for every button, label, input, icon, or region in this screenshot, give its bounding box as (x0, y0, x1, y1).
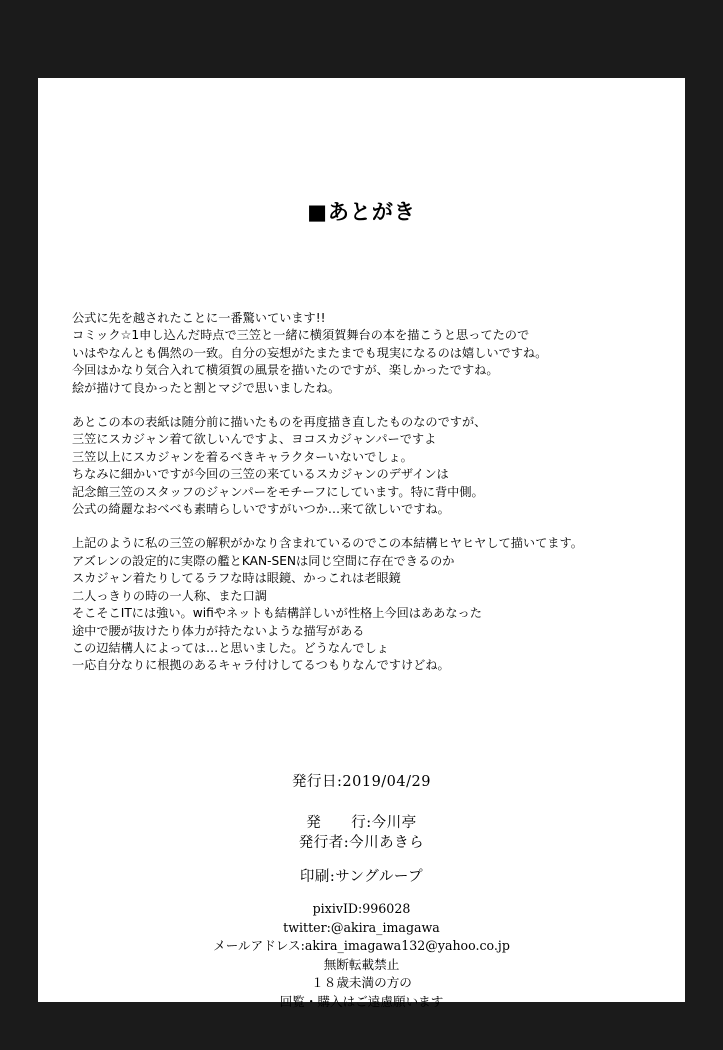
text-line: 二人っきりの時の一人称、また口調 (72, 588, 267, 603)
author-line: 発行者:今川あきら (298, 835, 425, 851)
publish-date: 発行日:2019/04/29 (292, 774, 431, 790)
printer-line: 印刷:サングループ (299, 869, 424, 885)
colophon (38, 770, 685, 886)
text-line: そこそこITには強い。wifiやネットも結構詳しいが性格上今回はああなった (72, 606, 482, 621)
twitter-handle: twitter:@akira_imagawa (283, 919, 440, 935)
text-line: 一応自分なりに根拠のあるキャラ付けしてるつもりなんですけどね。 (72, 658, 450, 673)
paragraph-2 (72, 414, 652, 518)
reprint-notice: 無断転載禁止 (323, 956, 400, 972)
page-title: ■あとがき (307, 200, 416, 224)
text-line: 上記のように私の三笠の解釈がかなり含まれているのでこの本結構ヒヤヒヤして描いてます。 (72, 536, 583, 551)
text-line: アズレンの設定的に実際の艦とKAN-SENは同じ空間に存在できるのか (72, 553, 455, 568)
text-line: あとこの本の表紙は随分前に描いたものを再度描き直したものなのですが、 (72, 415, 487, 430)
paragraph-1 (72, 310, 652, 397)
text-line: 三笠にスカジャン着て欲しいんですよ、ヨコスカジャンパーですよ (72, 432, 437, 447)
text-line: 絵が描けて良かったと割とマジで思いましたね。 (72, 380, 341, 395)
text-line: 途中で腰が抜けたり体力が持たないような描写がある (72, 623, 365, 638)
text-line: スカジャン着たりしてるラフな時は眼鏡、かっこれは老眼鏡 (72, 571, 401, 586)
contact-block (38, 900, 685, 1012)
afterword-body (72, 310, 652, 692)
text-line: いはやなんとも偶然の一致。自分の妄想がたまたまでも現実になるのは嬉しいですね。 (72, 345, 548, 360)
issuer-line: 発 行:今川亭 (306, 815, 417, 831)
paragraph-3 (72, 535, 652, 674)
text-line: 今回はかなり気合入れて横須賀の風景を描いたのですが、楽しかったですね。 (72, 363, 499, 378)
document-page (38, 78, 685, 1009)
text-line: 公式に先を越されたことに一番驚いています!! (72, 311, 326, 325)
text-line: 三笠以上にスカジャンを着るべきキャラクターいないでしょ。 (72, 449, 413, 464)
text-line: 記念館三笠のスタッフのジャンパーをモチーフにしています。特に背中側。 (72, 484, 484, 499)
mail-address: メールアドレス:akira_imagawa132@yahoo.co.jp (213, 938, 510, 954)
text-line: コミック☆1申し込んだ時点で三笠と一緒に横須賀舞台の本を描こうと思ってたので (72, 328, 530, 343)
age-notice-line-2: 回覧・購入はご遠慮願います (279, 993, 444, 1009)
age-notice-line-1: １８歳未満の方の (311, 975, 412, 991)
text-line: この辺結構人によっては…と思いました。どうなんでしょ (72, 640, 389, 655)
text-line: 公式の綺麗なおべべも素晴らしいですがいつか…来て欲しいですね。 (72, 502, 450, 517)
text-line: ちなみに細かいですが今回の三笠の来ているスカジャンのデザインは (72, 467, 449, 482)
pixiv-id: pixivID:996028 (312, 901, 411, 916)
